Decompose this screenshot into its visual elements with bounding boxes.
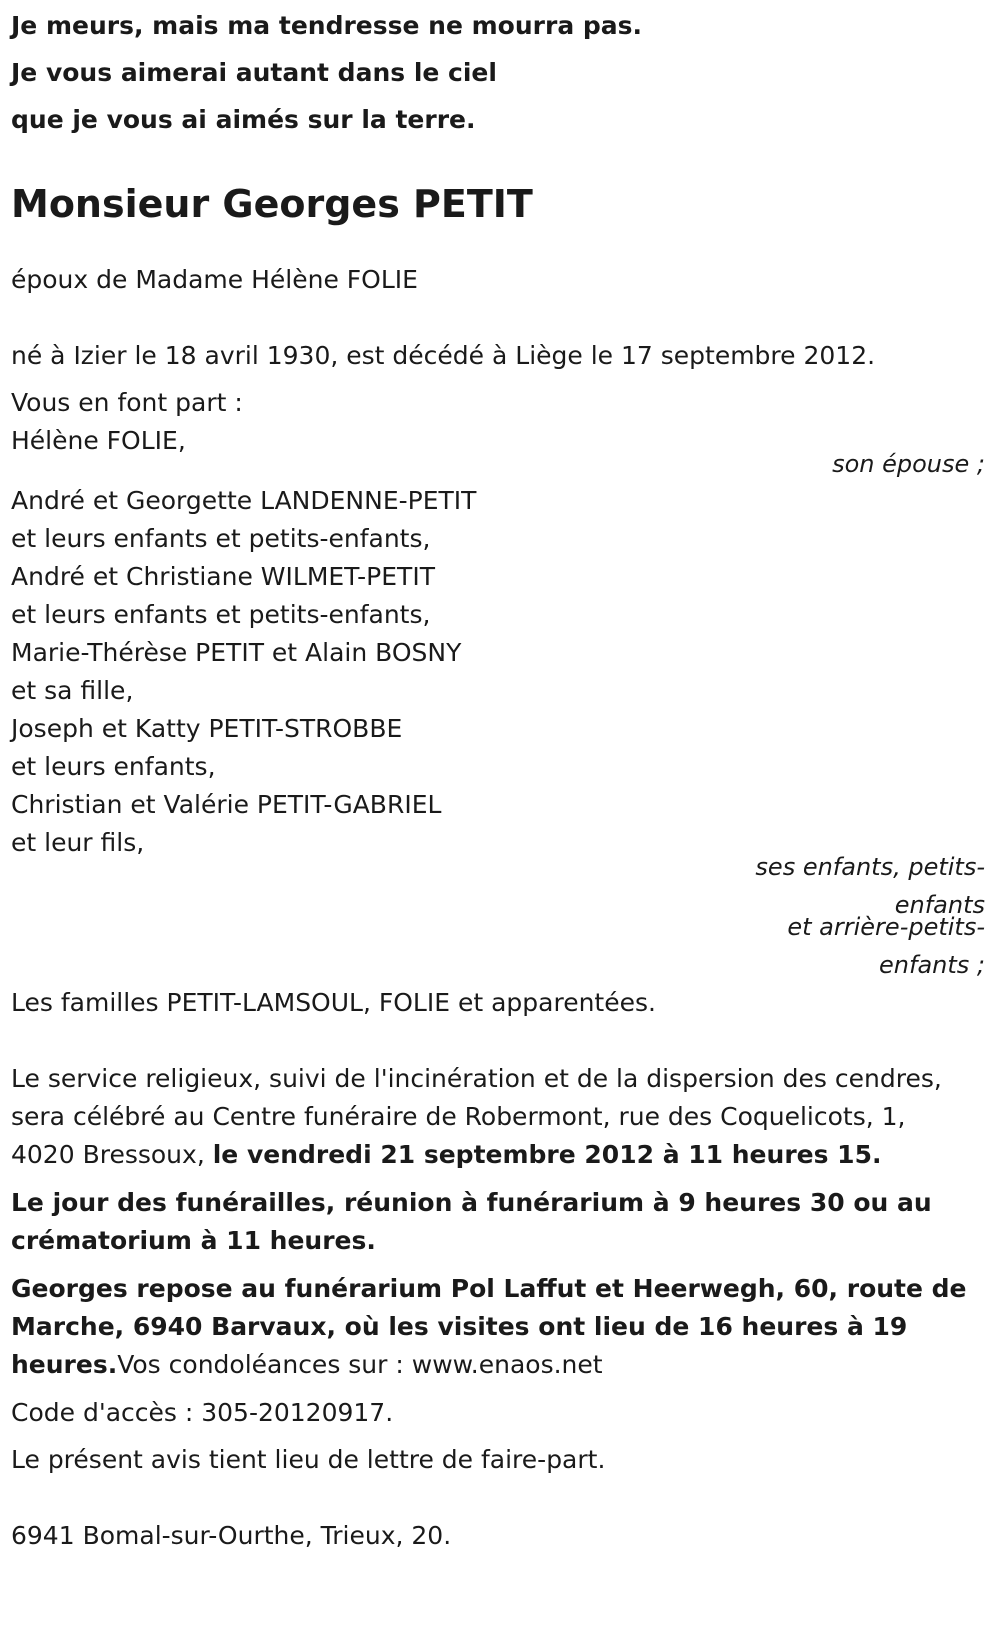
children-line-4: et leurs enfants et petits-enfants, [11,600,431,629]
children-line-6: et sa fille, [11,676,134,705]
birth-death-line: né à Izier le 18 avril 1930, est décédé à Liège le 17 septembre 2012. [11,341,876,370]
notice-line: Le présent avis tient lieu de lettre de faire-part. [11,1445,606,1474]
spouse-line: époux de Madame Hélène FOLIE [11,265,418,294]
repose-line-3-bold: heures. [11,1350,118,1379]
access-code: Code d'accès : 305-20120917. [11,1398,394,1427]
children-role-1: ses enfants, petits- [755,853,985,881]
quote-line-2: Je vous aimerai autant dans le ciel [11,58,497,87]
families-line: Les familles PETIT-LAMSOUL, FOLIE et apparentées. [11,988,656,1017]
meeting-line-2: crématorium à 11 heures. [11,1226,376,1255]
deceased-name: Monsieur Georges PETIT [11,182,533,226]
service-line-1: Le service religieux, suivi de l'incinération et de la dispersion des cendres, [11,1064,942,1093]
children-line-7: Joseph et Katty PETIT-STROBBE [11,714,403,743]
service-line-2: sera célébré au Centre funéraire de Robermont, rue des Coquelicots, 1, [11,1102,906,1131]
repose-line-1: Georges repose au funérarium Pol Laffut et Heerwegh, 60, route de [11,1274,967,1303]
repose-line-2: Marche, 6940 Barvaux, où les visites ont lieu de 16 heures à 19 [11,1312,908,1341]
children-line-5: Marie-Thérèse PETIT et Alain BOSNY [11,638,462,667]
service-line-3 [11,1139,881,1171]
children-role-2: enfants [894,891,985,919]
meeting-line-1: Le jour des funérailles, réunion à funérarium à 9 heures 30 ou au [11,1188,932,1217]
spouse-role: son épouse ; [832,450,985,478]
children-role-4: enfants ; [879,951,985,979]
service-line-3-normal: 4020 Bressoux, [11,1140,213,1169]
address-line: 6941 Bomal-sur-Ourthe, Trieux, 20. [11,1521,452,1550]
children-line-3: André et Christiane WILMET-PETIT [11,562,435,591]
quote-line-1: Je meurs, mais ma tendresse ne mourra pas. [11,11,643,40]
service-date: le vendredi 21 septembre 2012 à 11 heures 15. [212,1140,882,1169]
children-line-2: et leurs enfants et petits-enfants, [11,524,431,553]
repose-line-3 [11,1349,603,1381]
spouse-name: Hélène FOLIE, [11,426,186,455]
condolences-link[interactable]: Vos condoléances sur : www.enaos.net [117,1350,603,1379]
children-line-9: Christian et Valérie PETIT-GABRIEL [11,790,442,819]
children-line-1: André et Georgette LANDENNE-PETIT [11,486,477,515]
quote-line-3: que je vous ai aimés sur la terre. [11,105,476,134]
children-role-3: et arrière-petits- [787,913,985,941]
announce-intro: Vous en font part : [11,388,243,417]
children-line-8: et leurs enfants, [11,752,216,781]
children-line-10: et leur fils, [11,828,145,857]
